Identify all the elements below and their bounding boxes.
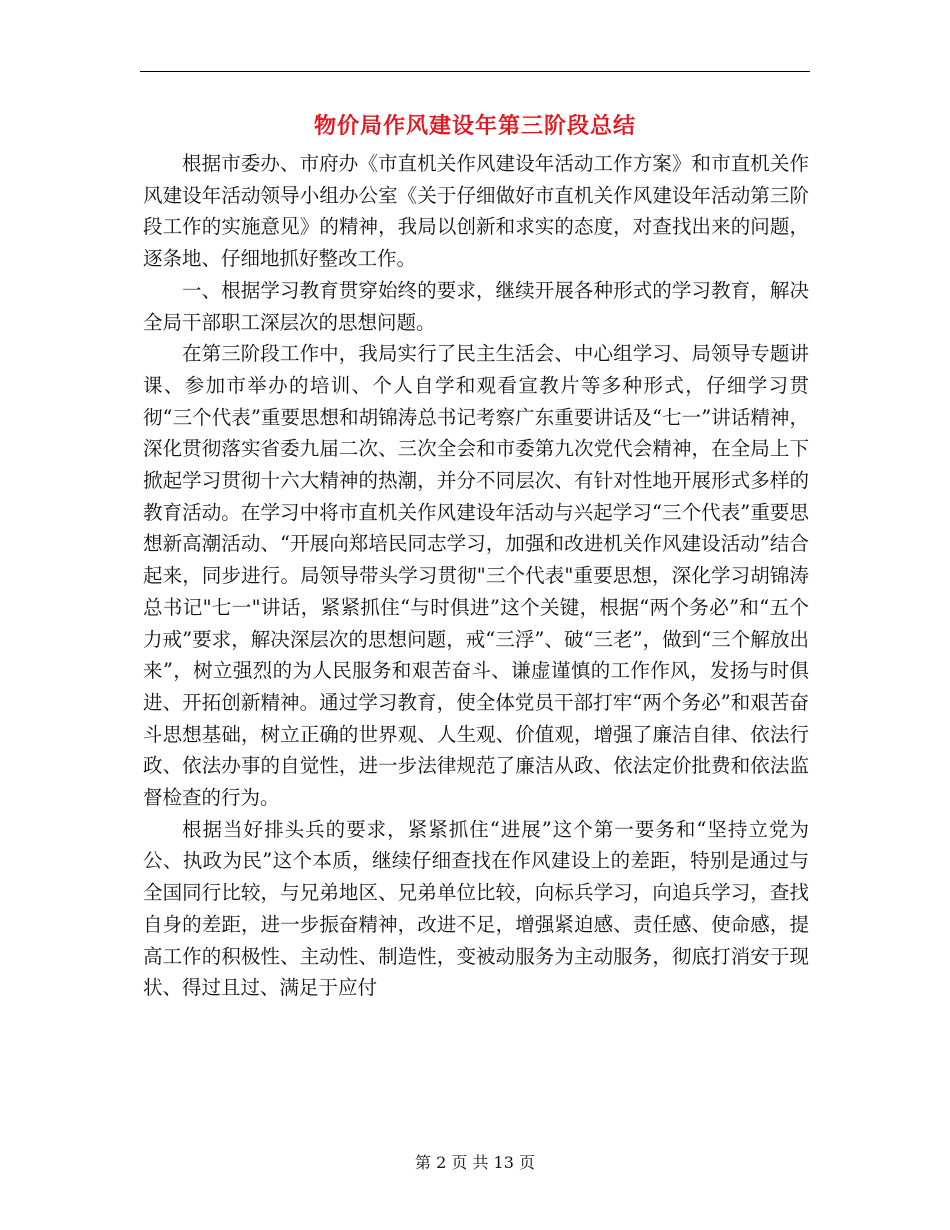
paragraph: 在第三阶段工作中，我局实行了民主生活会、中心组学习、局领导专题讲课、参加市举办的培训、个人自学和观看宣教片等多种形式，仔细学习贯彻“三个代表”重要思想和胡锦涛总书记考察广东重要讲话及“七一”讲话精神，深化贯彻落实省委九届二次、三次全会和市委第九次党代会精神，在全局上下掀起学习贯彻十六大精神的热潮，并分不同层次、有针对性地开展形式多样的教育活动。在学习中将市直机关作风建设年活动与兴起学习“三个代表”重要思想新高潮活动、“开展向郑培民同志学习，加强和改进机关作风建设活动”结合起来，同步进行。局领导带头学习贯彻"三个代表"重要思想，深化学习胡锦涛总书记"七一"讲话，紧紧抓住“与时俱进”这个关键，根据“两个务必”和“五个力戒”要求，解决深层次的思想问题，戒“三浮”、破“三老”，做到“三个解放出来”，树立强烈的为人民服务和艰苦奋斗、谦虚谨慎的工作作风，发扬与时俱进、开拓创新精神。通过学习教育，使全体党员干部打牢“两个务必”和艰苦奋斗思想基础，树立正确的世界观、人生观、价值观，增强了廉洁自律、依法行政、依法办事的自觉性，进一步法律规范了廉洁从政、依法定价批费和依法监督检查的行为。	[143, 342, 809, 810]
document-title: 物价局作风建设年第三阶段总结	[313, 113, 636, 139]
paragraph: 根据市委办、市府办《市直机关作风建设年活动工作方案》和市直机关作风建设年活动领导小组办公室《关于仔细做好市直机关作风建设年活动第三阶段工作的实施意见》的精神，我局以创新和求实的态度，对查找出来的问题，逐条地、仔细地抓好整改工作。	[143, 152, 809, 271]
paragraph: 根据当好排头兵的要求，紧紧抓住“进展”这个第一要务和“坚持立党为公、执政为民”这个本质，继续仔细查找在作风建设上的差距，特别是通过与全国同行比较，与兄弟地区、兄弟单位比较，向标兵学习，向追兵学习，查找自身的差距，进一步振奋精神，改进不足，增强紧迫感、责任感、使命感，提高工作的积极性、主动性、制造性，变被动服务为主动服务，彻底打消安于现状、得过且过、满足于应付	[143, 817, 809, 1000]
document-body	[143, 148, 809, 1004]
paragraph: 一、根据学习教育贯穿始终的要求，继续开展各种形式的学习教育，解决全局干部职工深层次的思想问题。	[143, 278, 809, 334]
header-rule	[140, 71, 810, 72]
page-number: 第 2 页 共 13 页	[415, 1153, 535, 1172]
